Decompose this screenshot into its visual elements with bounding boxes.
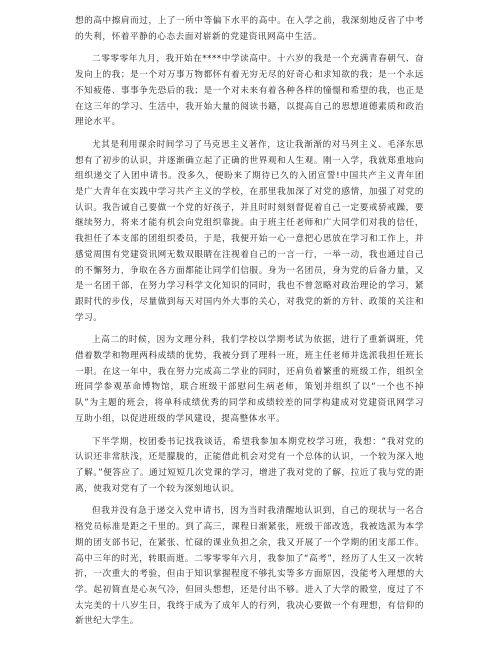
paragraph-1: 想的高中擦肩而过，上了一所中等偏下水平的高中。在入学之前，我深刻地反省了中考的失利，怀着平静的心态去面对崭新的党建资讯网高中生活。 (75, 16, 424, 42)
paragraph-5: 下半学期，校团委书记找我谈话，希望我参加本期党校学习班，我想：“我对党的认识还非常肤浅，还是朦胧的，正能借此机会对党有一个总体的认识，一个较为深入地了解。”便答应了。通过短短几次党课的学习，增进了我对党的了解，拉近了我与党的距离，使我对党有了一个较为深刻地认识。 (75, 436, 424, 494)
paragraph-2: 二零零零年九月，我开始在****中学读高中。十六岁的我是一个充满青春朝气、奋发向上的我；是一个对万事万物都怀有着无穷无尽的好奇心和求知欲的我；是一个永远不知疲倦、事事争先恐后的我；是一个对未来有着各种各样的憧憬和希望的我，也正是在这三年的学习、生活中，我开始大量的阅读书籍，以提高自己的思想道德素质和政治理论水平。 (75, 54, 424, 128)
paragraph-3: 尤其是利用课余时间学习了马克思主义著作，这让我渐渐的对马列主义、毛泽东思想有了初步的认识，并逐渐确立起了正确的世界观和人生观。刚一入学，我就郑重地向组织递交了入团申请书。没多久，便盼来了期待已久的入团宣誓!中国共产主义青年团是广大青年在实践中学习共产主义的学校，在那里我加深了对党的感情，加强了对党的认识。我告诫自己要做一个党的好孩子，并且时时刻刻督促着自己一定要戒骄戒躁，要继续努力，将来才能有机会向党组织靠拢。由于班主任老师和广大同学们对我的信任，我担任了本支部的团组织委员，于是，我便开始一心一意把心思放在学习和工作上，并感觉周围有党建资讯网无数双眼睛在注视着自己的一言一行，一举一动，我也通过自己的不懈努力，争取在各方面都能让同学们信服。身为一名团员，身为党的后备力量，又是一名团干部，在努力学习科学文化知识的同时，我也不曾忽略对政治理论的学习，紧跟时代的步伐，尽量做到每天对国内外大事的关心，对我党的新的方针、政策的关注和学习。 (75, 139, 424, 323)
paragraph-6: 但我并没有急于递交入党申请书，因为当时我清醒地认识到，自己的现状与一名合格党员标准是距之千里的。到了高三，课程日渐紧张，班级干部改选，我被选派为本学期的团支部书记，在紧张、忙碌的课业负担之余，我又开展了一个学期的团支部工作。高中三年的时光，转眼而逝。二零零零年六月，我参加了“高考”，经历了人生又一次转折，一次重大的考验，但由于知识掌握程度不够扎实等多方面原因，没能考入理想的大学。起初简直是心灰气冷，但回头想想，还是付出不够。进入了大学的殿堂，度过了不太完美的十八岁生日，我终于成为了成年人的行列，我决心要做一个有理想，有信仰的新世纪大学生。 (75, 506, 424, 627)
paragraph-4: 上高二的时候，因为文理分科，我们学校以学期考试为依据，进行了重新调班，凭借着数学和物理两科成绩的优势，我被分到了理科一班，班主任老师并选派我担任班长一职。在这一年中，我在努力完成高二学业的同时，还肩负着繁重的班级工作，组织全班同学参观革命博物馆，联合班级干部慰问生病老师，策划并组织了以“一个也不掉队”为主题的班会，将单科成绩优秀的同学和成绩较差的同学构建成对党建资讯网学习互助小组，以促进班级的学风建设，提高整体水平。 (75, 335, 424, 424)
